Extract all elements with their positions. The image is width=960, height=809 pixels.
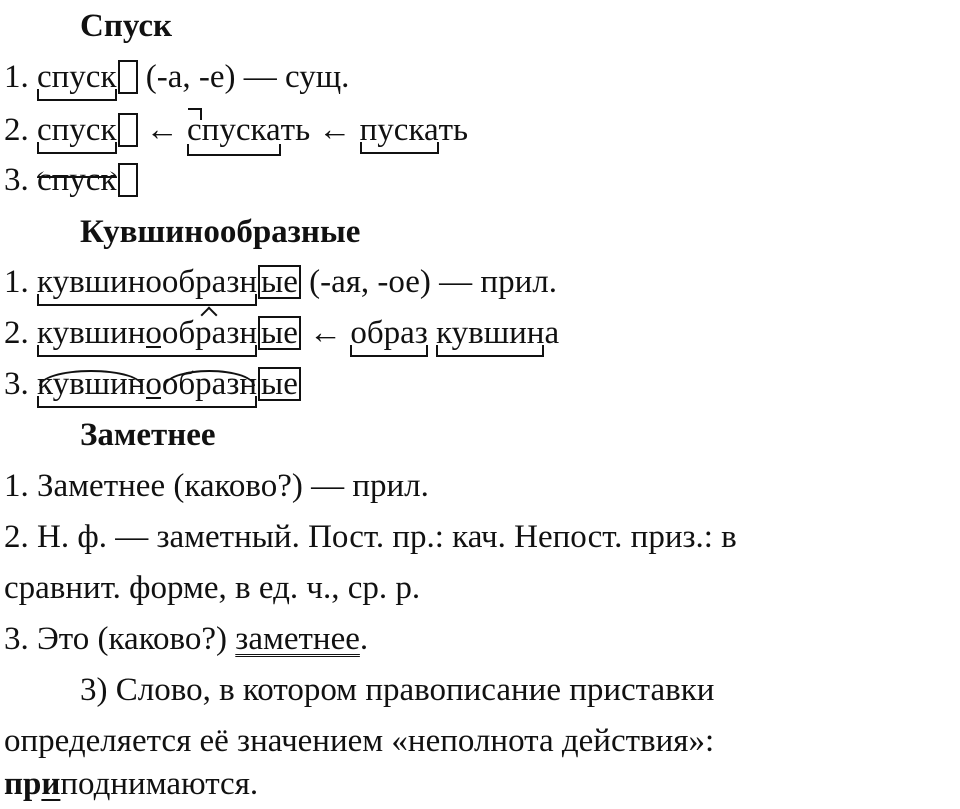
line-rest: (-ая, -ое) — прил. [309, 264, 557, 300]
prefix-mark: с [187, 112, 202, 148]
stem-mark: спуск [37, 112, 117, 148]
arrow-left: ← [145, 112, 179, 148]
kuvshin-line-2: 2. кувшинообразн ые ← образ кувшина [4, 315, 560, 351]
word-puskat-stem: пуска [359, 112, 439, 148]
spusk-line-2: 2. спуск ← спускать ← пускать [4, 112, 469, 148]
kuvshin-line-3 [4, 364, 301, 404]
paragraph-line-1: 3) Слово, в котором правописание приставки [80, 672, 715, 708]
line-number: 2. [4, 112, 29, 148]
heading-spusk: Спуск [80, 8, 172, 44]
paragraph-line-2: определяется её значением «неполнота действия»: [4, 723, 715, 759]
stem-mark: спуск [37, 59, 117, 95]
line-number: 2. [4, 315, 29, 351]
connecting-vowel: о [145, 315, 162, 351]
ending-box: ые [258, 316, 301, 350]
ending-box: ые [258, 265, 301, 299]
line-number: 1. [4, 264, 29, 300]
zero-ending-box [118, 163, 138, 197]
arrow-left: ← [309, 315, 343, 351]
prefix-vowel-underlined: и [41, 766, 61, 802]
zametnee-line-3: 3. Это (каково?) заметнее. [4, 621, 369, 657]
line-rest: (-а, -е) — сущ. [145, 59, 350, 95]
spusk-line-1 [4, 57, 349, 97]
stem-mark: кувшинообразн [37, 315, 258, 351]
line-number: 3. [4, 366, 29, 402]
paragraph-line-3: приподнимаются. [4, 766, 259, 802]
word-kuvshinoobraznye [37, 262, 301, 302]
predicate-double-underline: заметнее [235, 621, 360, 657]
root-arc-1: кувшин [37, 366, 146, 402]
word-kuvshin-stem: кувшин [436, 315, 545, 351]
word-obraz-stem: образ [350, 315, 428, 351]
prefix-bold: пр [4, 766, 42, 802]
line-number: 3. [4, 621, 29, 657]
connecting-vowel: о [145, 366, 162, 402]
word-kuvshinoobraznye [37, 364, 301, 404]
stem-mark: кувшинообразн [37, 264, 258, 300]
zametnee-line-1: 1. Заметнее (каково?) — прил. [4, 468, 429, 504]
heading-kuvshinoobraznye: Кувшинообразные [80, 214, 361, 250]
stem-mark [37, 366, 257, 402]
suffix-mark: образн [161, 315, 258, 351]
zero-ending-box [118, 113, 138, 147]
kuvshin-line-1 [4, 262, 557, 302]
line-number: 1. [4, 59, 29, 95]
heading-zametnee: Заметнее [80, 417, 216, 453]
spusk-line-3 [4, 160, 138, 200]
arrow-left: ← [318, 112, 352, 148]
ending-box: ые [258, 367, 301, 401]
line-number: 3. [4, 162, 29, 198]
word-spusk [37, 57, 138, 97]
word-spuskat-stem: спуска [187, 112, 281, 148]
zametnee-line-2-cont: сравнит. форме, в ед. ч., ср. р. [4, 570, 421, 606]
root-arc-mark: спуск [37, 162, 117, 198]
root-arc-2: образн [161, 366, 258, 402]
word-spusk [37, 110, 138, 150]
word-kuvshinoobraznye [37, 313, 301, 353]
zametnee-line-2: 2. Н. ф. — заметный. Пост. пр.: кач. Непост. приз.: в [4, 519, 737, 555]
zero-ending-box [118, 60, 138, 94]
word-spusk [37, 160, 138, 200]
